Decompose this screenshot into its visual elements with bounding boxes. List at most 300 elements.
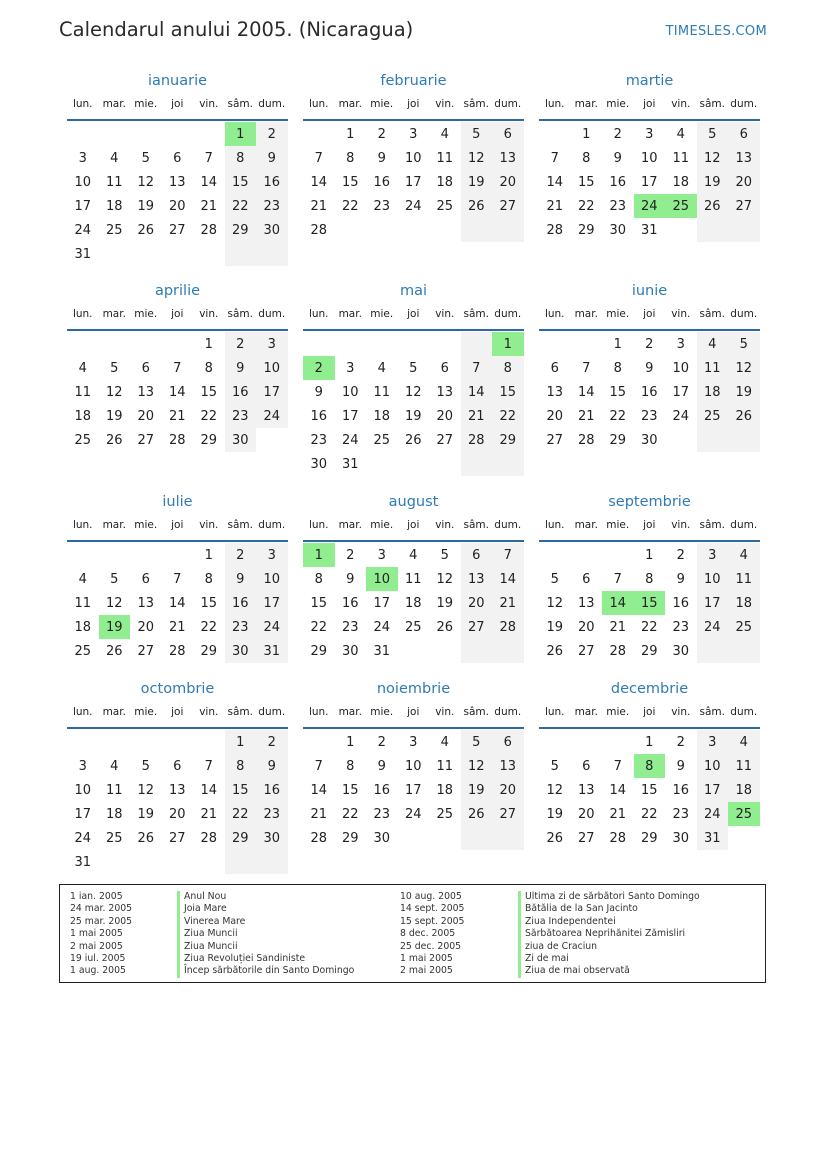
empty-cell [539,543,571,567]
day-cell: 1 [346,734,355,750]
day-cell: 29 [492,428,524,452]
holiday-day-cell: 1 [303,543,335,567]
day-cell: 16 [640,384,658,400]
holidays-right-names [518,891,700,978]
day-cell: 29 [640,643,658,659]
day-cell: 24 [697,615,729,639]
day-cell: 30 [225,428,257,452]
empty-cell [303,332,335,356]
empty-cell [99,730,131,754]
weekday-header [67,95,288,121]
day-cell: 30 [373,830,391,846]
day-cell: 19 [546,619,564,635]
day-cell: 3 [409,126,418,142]
weekday-label: mie. [134,308,158,320]
day-cell: 5 [728,332,760,356]
day-cell: 8 [346,758,355,774]
holiday-name: Ziua Muncii [177,928,354,940]
weekday-label: dum. [730,519,758,531]
day-cell: 16 [256,778,288,802]
day-cell: 20 [492,778,524,802]
day-cell: 2 [377,734,386,750]
day-cell: 27 [461,615,493,639]
day-cell: 16 [225,591,257,615]
day-cell: 18 [697,380,729,404]
day-cell: 5 [440,547,449,563]
day-cell: 11 [404,571,422,587]
day-cell: 11 [373,384,391,400]
holiday-date: 8 dec. 2005 [400,928,456,940]
day-cell: 27 [492,194,524,218]
day-cell: 22 [640,806,658,822]
day-cell: 25 [404,619,422,635]
day-cell: 12 [404,384,422,400]
holiday-day-cell: 2 [303,356,335,380]
holiday-date: 25 mar. 2005 [70,915,133,927]
day-cell: 2 [256,122,288,146]
day-cell: 8 [204,571,213,587]
day-cell: 22 [200,619,218,635]
day-cell: 24 [74,222,92,238]
month-name: septembrie [608,494,691,510]
day-cell: 7 [314,150,323,166]
day-cell: 9 [676,758,685,774]
day-cell: 7 [492,543,524,567]
empty-cell [697,428,729,452]
day-cell: 18 [74,619,92,635]
day-cell: 6 [173,150,182,166]
day-cell: 30 [672,643,690,659]
weekday-label: vin. [199,98,219,110]
day-cell: 26 [546,830,564,846]
empty-cell [461,639,493,663]
day-cell: 5 [110,360,119,376]
day-cell: 15 [225,170,257,194]
empty-cell [728,639,760,663]
holidays-left-dates [70,891,132,978]
day-cell: 20 [436,408,454,424]
day-cell: 8 [492,356,524,380]
day-cell: 25 [74,432,92,448]
empty-cell [571,332,603,356]
day-cell: 10 [697,754,729,778]
day-cell: 21 [461,404,493,428]
weekday-label: vin. [671,519,691,531]
weekday-label: lun. [308,519,329,531]
day-cell: 11 [728,754,760,778]
day-cell: 12 [105,595,123,611]
holiday-day-cell: 1 [492,332,524,356]
weekday-header [539,305,760,331]
weekday-label: dum. [258,706,286,718]
day-cell: 30 [672,830,690,846]
month-name: iunie [631,283,668,299]
day-cell: 27 [546,432,564,448]
weekday-header [303,95,524,121]
day-cell: 5 [110,571,119,587]
month-ianuarie [67,74,288,266]
holiday-name: Ultima zi de sărbători Santo Domingo [518,891,700,903]
weekday-label: mie. [606,519,630,531]
day-cell: 22 [200,408,218,424]
day-grid [67,332,288,452]
weekday-label: lun. [544,98,565,110]
weekday-label: mie. [370,519,394,531]
day-cell: 25 [697,404,729,428]
weekday-label: lun. [72,308,93,320]
day-cell: 27 [168,222,186,238]
day-cell: 25 [728,615,760,639]
day-cell: 20 [168,198,186,214]
weekday-label: joi [643,706,656,718]
weekday-label: vin. [435,706,455,718]
day-cell: 6 [461,543,493,567]
day-cell: 4 [78,571,87,587]
day-cell: 3 [256,332,288,356]
day-cell: 18 [373,408,391,424]
day-cell: 1 [613,336,622,352]
day-cell: 8 [314,571,323,587]
empty-cell [429,826,461,850]
day-cell: 3 [697,543,729,567]
day-cell: 18 [436,782,454,798]
weekday-header [539,95,760,121]
day-cell: 10 [74,174,92,190]
day-cell: 16 [672,595,690,611]
day-cell: 23 [373,806,391,822]
holiday-name: Ziua Revoluției Sandiniste [177,953,354,965]
day-cell: 11 [728,567,760,591]
day-cell: 4 [728,730,760,754]
day-cell: 7 [613,571,622,587]
day-cell: 4 [676,126,685,142]
day-cell: 13 [137,595,155,611]
weekday-label: lun. [308,308,329,320]
day-cell: 16 [256,170,288,194]
holiday-name: Sărbătoarea Neprihănitei Zămisliri [518,928,700,940]
day-cell: 28 [609,830,627,846]
day-cell: 6 [492,122,524,146]
day-cell: 26 [697,194,729,218]
holidays-list [59,884,766,983]
empty-cell [728,218,760,242]
day-cell: 9 [613,150,622,166]
day-cell: 5 [409,360,418,376]
day-cell: 18 [404,595,422,611]
day-cell: 7 [613,758,622,774]
empty-cell [461,218,493,242]
weekday-label: mar. [102,519,126,531]
empty-cell [398,218,430,242]
weekday-label: lun. [544,706,565,718]
day-cell: 13 [492,146,524,170]
empty-cell [99,543,131,567]
month-iunie [539,284,760,452]
weekday-label: vin. [671,706,691,718]
day-cell: 13 [577,782,595,798]
day-cell: 23 [225,615,257,639]
day-cell: 15 [341,782,359,798]
holiday-date: 1 ian. 2005 [70,891,123,902]
weekday-label: mie. [134,98,158,110]
day-cell: 20 [546,408,564,424]
day-cell: 14 [492,567,524,591]
empty-cell [130,850,162,874]
empty-cell [539,730,571,754]
day-cell: 3 [697,730,729,754]
day-cell: 17 [74,806,92,822]
day-cell: 14 [200,782,218,798]
day-cell: 2 [676,547,685,563]
day-cell: 28 [461,428,493,452]
day-cell: 10 [404,758,422,774]
day-cell: 1 [346,126,355,142]
empty-cell [162,122,194,146]
day-cell: 20 [137,408,155,424]
empty-cell [429,332,461,356]
day-cell: 27 [436,432,454,448]
holiday-day-cell: 15 [634,591,666,615]
day-cell: 8 [582,150,591,166]
empty-cell [697,639,729,663]
weekday-label: joi [171,98,184,110]
day-cell: 24 [256,615,288,639]
weekday-label: lun. [72,519,93,531]
day-cell: 27 [137,643,155,659]
holiday-name: Anul Nou [177,891,354,903]
month-name: octombrie [140,681,215,697]
empty-cell [130,242,162,266]
day-cell: 1 [645,734,654,750]
holiday-date: 1 mai 2005 [70,928,123,940]
holiday-day-cell: 1 [225,122,257,146]
day-cell: 15 [577,174,595,190]
day-cell: 1 [582,126,591,142]
weekday-label: dum. [494,308,522,320]
weekday-label: mar. [574,98,598,110]
day-cell: 12 [546,595,564,611]
day-cell: 27 [137,432,155,448]
day-cell: 3 [78,150,87,166]
holiday-date: 19 iul. 2005 [70,952,126,964]
holiday-date: 24 mar. 2005 [70,903,133,915]
day-cell: 26 [461,802,493,826]
day-cell: 2 [645,336,654,352]
weekday-label: sâm. [227,519,253,531]
holidays-right-dates [400,891,464,978]
weekday-header [67,516,288,542]
day-cell: 3 [676,336,685,352]
day-cell: 24 [74,830,92,846]
day-cell: 21 [609,619,627,635]
empty-cell [67,730,99,754]
weekday-label: mar. [574,308,598,320]
weekday-label: mie. [134,519,158,531]
empty-cell [67,332,99,356]
day-cell: 19 [461,778,493,802]
day-cell: 9 [225,567,257,591]
day-cell: 23 [672,619,690,635]
holiday-name: Ziua Muncii [177,941,354,953]
day-cell: 8 [346,150,355,166]
day-cell: 10 [672,360,690,376]
day-cell: 15 [609,384,627,400]
day-cell: 4 [409,547,418,563]
day-cell: 31 [74,854,92,870]
weekday-header [303,516,524,542]
day-cell: 12 [137,782,155,798]
day-cell: 15 [200,595,218,611]
empty-cell [193,730,225,754]
day-cell: 22 [609,408,627,424]
empty-cell [398,826,430,850]
day-cell: 16 [373,782,391,798]
day-cell: 30 [640,432,658,448]
empty-cell [366,332,398,356]
day-cell: 10 [256,567,288,591]
holiday-name: Încep sărbătorile din Santo Domingo [177,965,354,977]
day-cell: 17 [256,380,288,404]
day-cell: 21 [609,806,627,822]
day-cell: 8 [613,360,622,376]
weekday-label: dum. [258,519,286,531]
empty-cell [665,428,697,452]
day-cell: 7 [204,150,213,166]
day-cell: 15 [492,380,524,404]
day-cell: 17 [256,591,288,615]
day-cell: 12 [461,754,493,778]
weekday-label: sâm. [463,308,489,320]
day-cell: 13 [461,567,493,591]
day-cell: 28 [200,830,218,846]
day-cell: 16 [373,174,391,190]
day-cell: 9 [377,758,386,774]
weekday-label: mar. [574,519,598,531]
day-cell: 23 [256,194,288,218]
weekday-label: dum. [258,308,286,320]
day-cell: 6 [728,122,760,146]
day-cell: 2 [377,126,386,142]
empty-cell [492,218,524,242]
weekday-label: dum. [494,98,522,110]
empty-cell [398,332,430,356]
day-cell: 30 [341,643,359,659]
day-cell: 20 [168,806,186,822]
day-cell: 18 [672,174,690,190]
day-cell: 11 [436,758,454,774]
day-cell: 13 [492,754,524,778]
weekday-label: lun. [72,98,93,110]
holiday-name: Joia Mare [177,903,354,915]
day-cell: 29 [200,432,218,448]
holiday-name: Zi de mai [518,953,700,965]
empty-cell [602,543,634,567]
day-grid [303,730,524,850]
weekday-label: joi [643,519,656,531]
month-name: august [388,494,439,510]
day-cell: 2 [256,730,288,754]
day-cell: 21 [310,198,328,214]
day-cell: 22 [310,619,328,635]
day-cell: 4 [377,360,386,376]
day-cell: 9 [645,360,654,376]
weekday-header [67,305,288,331]
day-cell: 7 [173,571,182,587]
month-name: iulie [162,494,193,510]
day-grid [303,543,524,663]
holiday-name: Ziua de mai observată [518,965,700,977]
day-cell: 5 [141,150,150,166]
weekday-label: dum. [494,706,522,718]
day-cell: 27 [728,194,760,218]
day-cell: 2 [225,332,257,356]
weekday-label: vin. [435,519,455,531]
day-cell: 21 [546,198,564,214]
day-cell: 18 [105,806,123,822]
empty-cell [256,428,288,452]
day-cell: 29 [577,222,595,238]
day-cell: 22 [640,619,658,635]
day-cell: 11 [105,782,123,798]
day-cell: 6 [550,360,559,376]
empty-cell [130,730,162,754]
day-cell: 29 [310,643,328,659]
day-cell: 28 [492,615,524,639]
empty-cell [99,850,131,874]
day-grid [539,332,760,452]
weekday-label: joi [407,706,420,718]
day-cell: 15 [341,174,359,190]
day-cell: 14 [461,380,493,404]
day-cell: 21 [577,408,595,424]
day-cell: 28 [609,643,627,659]
weekday-header [67,703,288,729]
weekday-label: joi [171,706,184,718]
day-cell: 6 [141,360,150,376]
day-cell: 21 [310,806,328,822]
day-cell: 12 [137,174,155,190]
day-cell: 17 [697,591,729,615]
day-cell: 19 [137,198,155,214]
day-cell: 24 [697,802,729,826]
day-cell: 21 [168,408,186,424]
day-cell: 9 [314,384,323,400]
day-cell: 3 [645,126,654,142]
weekday-label: lun. [544,519,565,531]
day-cell: 4 [110,758,119,774]
day-cell: 9 [256,754,288,778]
day-cell: 2 [346,547,355,563]
holiday-date: 14 sept. 2005 [400,903,465,915]
brand-link[interactable]: TIMESLES.COM [665,24,767,39]
empty-cell [366,218,398,242]
day-cell: 11 [105,174,123,190]
day-cell: 24 [404,806,422,822]
day-cell: 4 [697,332,729,356]
empty-cell [728,428,760,452]
weekday-label: vin. [671,308,691,320]
day-cell: 31 [341,456,359,472]
weekday-label: vin. [671,98,691,110]
day-cell: 1 [204,547,213,563]
empty-cell [602,730,634,754]
weekday-label: joi [643,308,656,320]
empty-cell [665,218,697,242]
day-cell: 17 [697,778,729,802]
day-cell: 24 [256,404,288,428]
weekday-label: vin. [435,308,455,320]
day-cell: 25 [105,222,123,238]
